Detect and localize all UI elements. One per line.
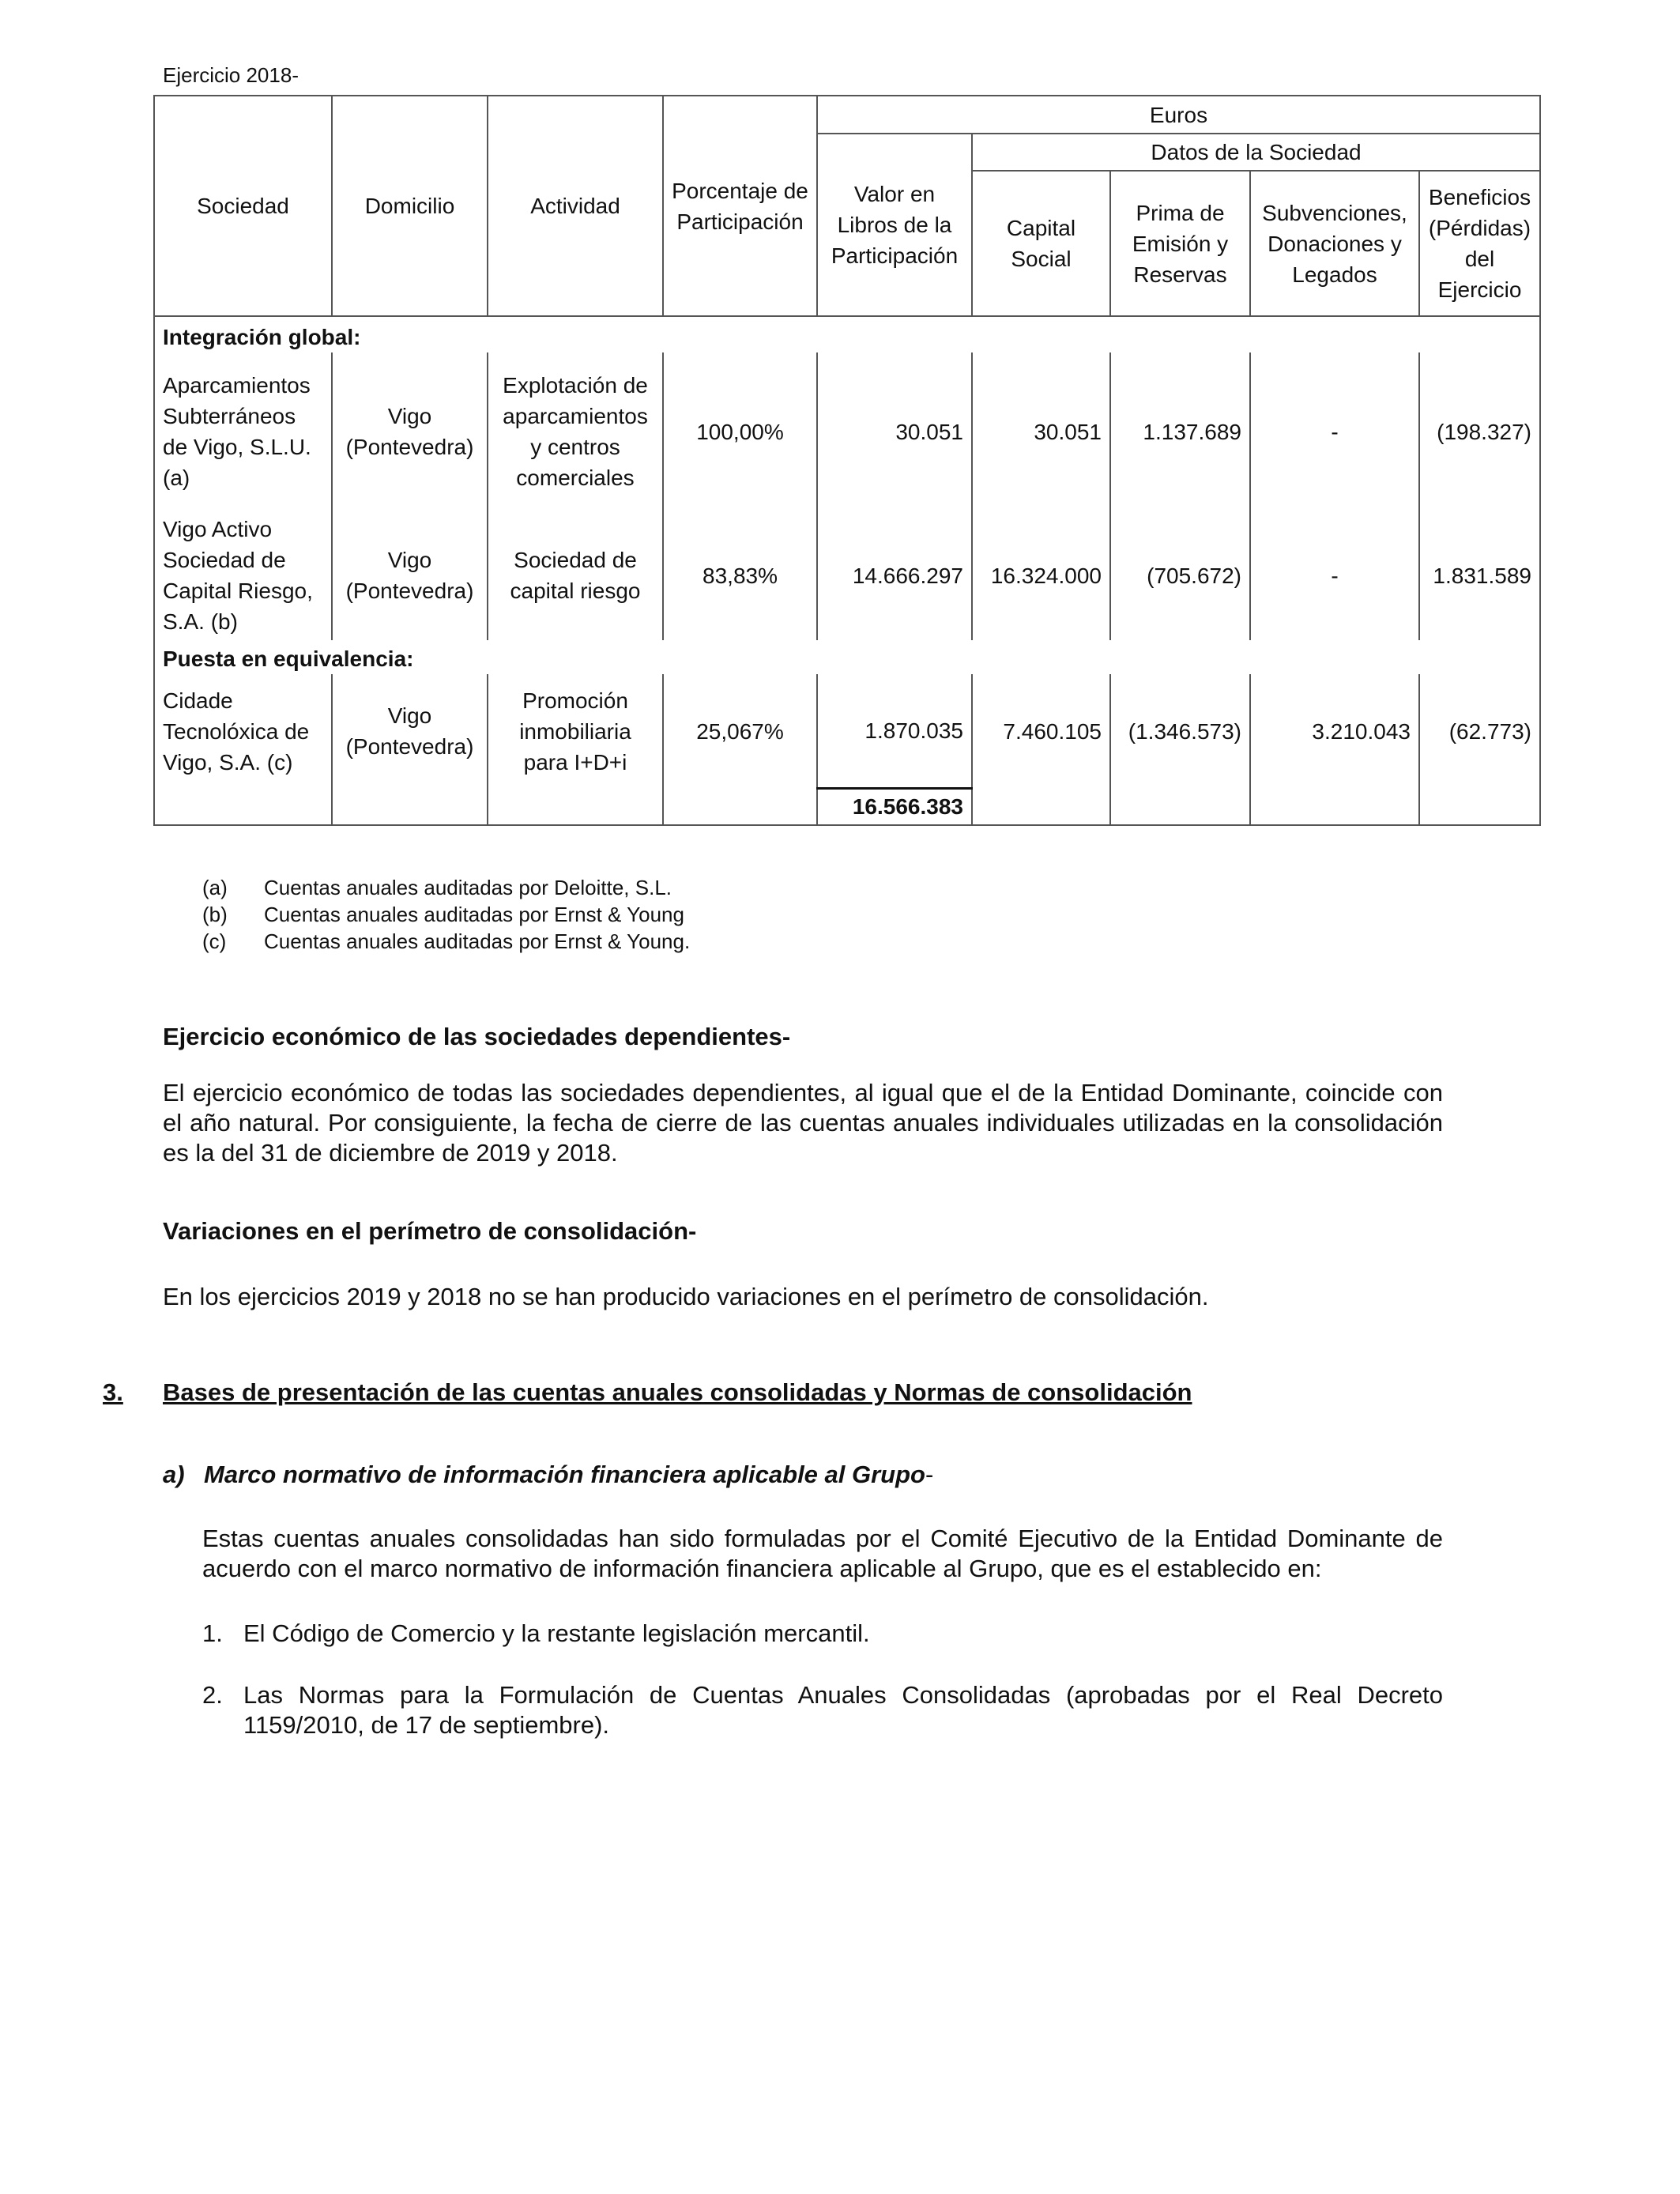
footnote [202,901,690,928]
header-subvenciones: Subvenciones, Donaciones y Legados [1250,171,1419,316]
footnote [202,928,690,955]
heading-number: 3. [103,1378,123,1406]
cell-actividad: Promoción inmobiliaria para I+D+i [488,674,663,788]
table-caption: Ejercicio 2018- [163,63,299,87]
cell-beneficios: (198.327) [1419,352,1540,511]
cell-porcentaje: 100,00% [663,352,817,511]
section-title-variaciones: Variaciones en el perímetro de consolidación- [163,1217,697,1245]
cell-subvenciones: - [1250,352,1419,511]
cell-subvenciones: 3.210.043 [1250,674,1419,788]
cell-valor: 30.051 [817,352,972,511]
paragraph-variaciones: En los ejercicios 2019 y 2018 no se han producido variaciones en el perímetro de consolidación. [163,1283,1209,1310]
footnote-text: Cuentas anuales auditadas por Ernst & Young [264,903,684,926]
list-item [202,1680,1443,1740]
footnote-text: Cuentas anuales auditadas por Deloitte, S.L. [264,876,672,899]
cell-porcentaje: 83,83% [663,511,817,640]
cell-domicilio: Vigo (Pontevedra) [332,352,488,511]
subheading-a [163,1461,933,1489]
header-datos: Datos de la Sociedad [972,134,1540,171]
table-footnotes [202,874,690,955]
heading-section-3 [103,1378,1256,1407]
cell-valor: 1.870.035 [817,674,972,788]
cell-capital: 16.324.000 [972,511,1110,640]
table-row [154,511,1540,640]
heading-text: Bases de presentación de las cuentas anuales consolidadas y Normas de consolidación [163,1378,1192,1406]
footnote-key: (b) [202,903,228,926]
header-actividad: Actividad [488,96,663,316]
cell-valor: 14.666.297 [817,511,972,640]
header-beneficios: Beneficios (Pérdidas) del Ejercicio [1419,171,1540,316]
cell-subvenciones: - [1250,511,1419,640]
header-euros: Euros [817,96,1540,134]
list-item-number: 1. [202,1619,223,1647]
list-item-number: 2. [202,1681,223,1709]
subheading-letter: a) [163,1461,185,1488]
table-row [154,352,1540,511]
cell-domicilio: Vigo (Pontevedra) [332,511,488,640]
total-row [154,788,1540,825]
footnote-key: (a) [202,876,228,899]
total-valor: 16.566.383 [817,788,972,825]
cell-sociedad: Vigo Activo Sociedad de Capital Riesgo, S.A. (b) [154,511,332,640]
cell-sociedad: Cidade Tecnolóxica de Vigo, S.A. (c) [154,674,332,788]
cell-capital: 7.460.105 [972,674,1110,788]
cell-prima: 1.137.689 [1110,352,1250,511]
footnote [202,874,690,901]
paragraph-marco: Estas cuentas anuales consolidadas han sido formuladas por el Comité Ejecutivo de la Entidad Dominante de acuerdo con el marco normativo de información financiera aplicable al Grupo, que es el establecido en: [202,1525,1443,1582]
cell-prima: (705.672) [1110,511,1250,640]
cell-porcentaje: 25,067% [663,674,817,788]
cell-actividad: Sociedad de capital riesgo [488,511,663,640]
list-item-text: Las Normas para la Formulación de Cuentas Anuales Consolidadas (aprobadas por el Real Decreto 1159/2010, de 17 de septiembre). [243,1681,1443,1739]
header-sociedad: Sociedad [154,96,332,316]
cell-domicilio: Vigo (Pontevedra) [332,674,488,788]
table-row [154,674,1540,788]
cell-sociedad: Aparcamientos Subterráneos de Vigo, S.L.U. (a) [154,352,332,511]
header-capital: Capital Social [972,171,1110,316]
cell-capital: 30.051 [972,352,1110,511]
paragraph-ejercicio: El ejercicio económico de todas las sociedades dependientes, al igual que el de la Entidad Dominante, coincide con el año natural. Por consiguiente, la fecha de cierre de las cuentas anuales individuales utilizadas en la consolidación es la del 31 de diciembre de 2019 y 2018. [163,1079,1443,1167]
header-valor: Valor en Libros de la Participación [817,134,972,316]
subheading-dash: - [925,1461,934,1488]
cell-beneficios: 1.831.589 [1419,511,1540,640]
cell-actividad: Explotación de aparcamientos y centros comerciales [488,352,663,511]
footnote-key: (c) [202,929,227,953]
cell-beneficios: (62.773) [1419,674,1540,788]
subsidiaries-table [153,95,1541,826]
group-label-global: Integración global: [154,316,817,352]
header-porcentaje: Porcentaje de Participación [663,96,817,316]
list-item-text: El Código de Comercio y la restante legislación mercantil. [243,1619,870,1647]
group-label-equivalencia: Puesta en equivalencia: [154,640,817,674]
section-title-ejercicio: Ejercicio económico de las sociedades dependientes- [163,1023,791,1050]
cell-prima: (1.346.573) [1110,674,1250,788]
subheading-text: Marco normativo de información financiera aplicable al Grupo [204,1461,925,1488]
header-prima: Prima de Emisión y Reservas [1110,171,1250,316]
list-item [202,1619,1443,1649]
header-domicilio: Domicilio [332,96,488,316]
footnote-text: Cuentas anuales auditadas por Ernst & Young. [264,929,691,953]
